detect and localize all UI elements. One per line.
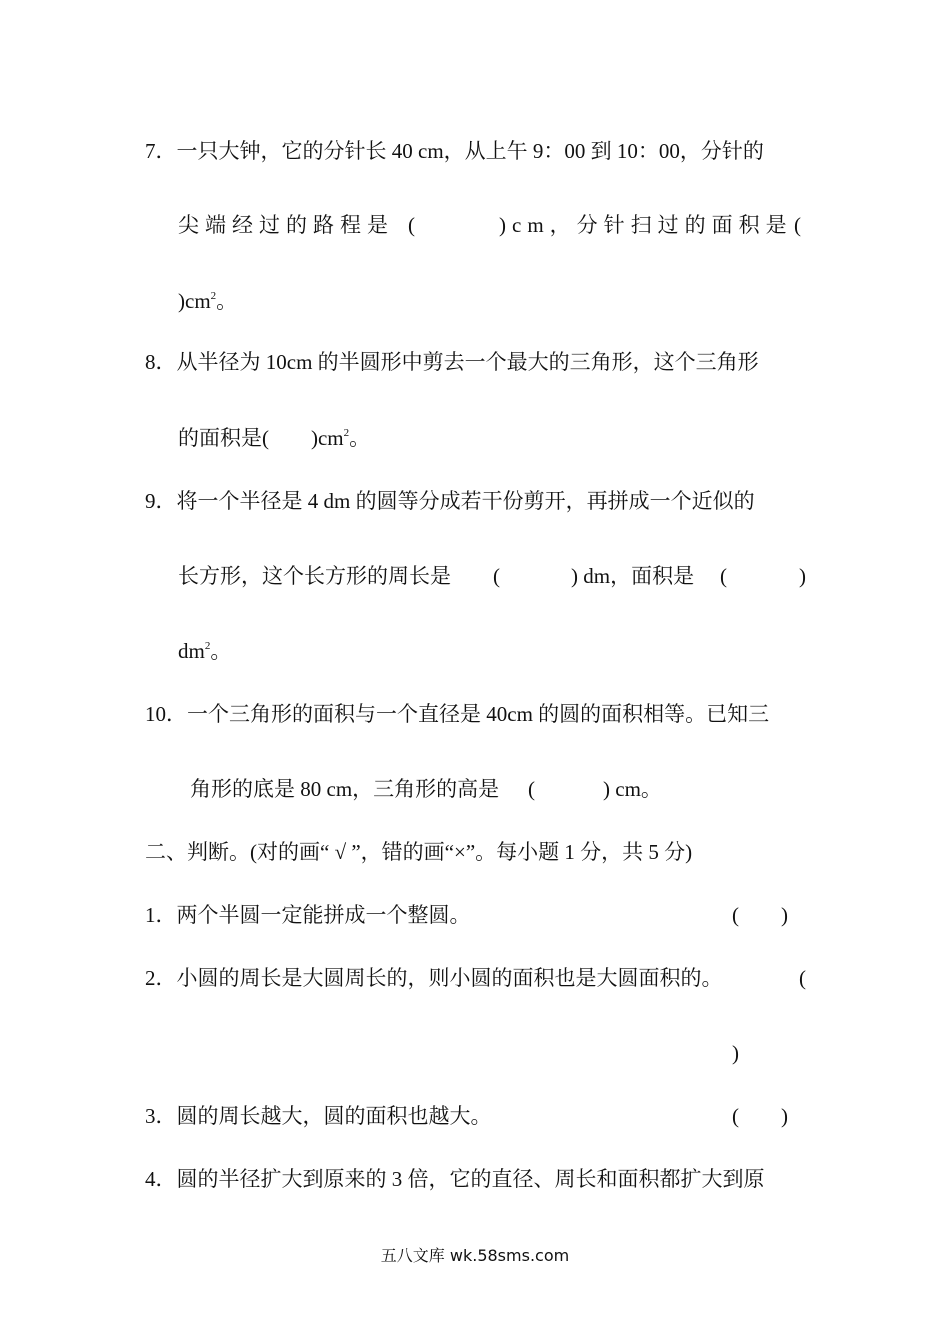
q9-line3-text: dm — [178, 639, 205, 663]
q7-answer-blank-1-open[interactable]: ( — [408, 213, 415, 237]
q7-line3-end: 。 — [216, 289, 238, 313]
footer-source: 五八文库 wk.58sms.com — [380, 1246, 570, 1265]
judge-item-2: 2．小圆的周长是大圆周长的，则小圆的面积也是大圆面积的。 — [145, 966, 723, 990]
q8-line2-text: 的面积是( )cm — [178, 426, 344, 450]
q7-superscript: 2 — [210, 290, 217, 302]
judge-item-3-answer[interactable]: ( ) — [732, 1104, 788, 1128]
q9-line3 — [178, 637, 231, 665]
q10-line2b: ) cm。 — [603, 777, 662, 801]
judge-item-2-answer-open[interactable]: ( — [799, 966, 806, 990]
q7-line1: 7．一只大钟，它的分针长 40 cm，从上午 9：00 到 10：00，分针的 — [145, 139, 764, 163]
q10-line1: 10．一个三角形的面积与一个直径是 40cm 的圆的面积相等。已知三 — [145, 702, 770, 726]
q7-line3 — [178, 287, 237, 315]
q9-line2b: ) dm，面积是 — [571, 564, 695, 588]
q9-superscript: 2 — [204, 640, 211, 652]
q10-line2a: 角形的底是 80 cm，三角形的高是 — [190, 777, 500, 801]
q7-line3-text: )cm — [178, 289, 211, 313]
section2-heading: 二、判断。(对的画“ √ ”，错的画“×”。每小题 1 分，共 5 分) — [145, 840, 693, 864]
q9-answer-blank-1-open[interactable]: ( — [493, 564, 500, 588]
q7-line2b: )cm，分针扫过的面积是 — [499, 213, 793, 237]
judge-item-1-answer[interactable]: ( ) — [732, 903, 788, 927]
q7-answer-blank-2-open[interactable]: ( — [794, 213, 801, 237]
q7-line2a: 尖端经过的路程是 — [178, 213, 394, 237]
q9-answer-blank-2-open[interactable]: ( — [720, 564, 727, 588]
q9-line3-end: 。 — [210, 639, 232, 663]
judge-item-3: 3．圆的周长越大，圆的面积也越大。 — [145, 1104, 492, 1128]
q9-line1: 9．将一个半径是 4 dm 的圆等分成若干份剪开，再拼成一个近似的 — [145, 489, 755, 513]
q8-superscript: 2 — [343, 427, 350, 439]
q9-answer-blank-2-close: ) — [799, 564, 806, 588]
q10-answer-blank-open[interactable]: ( — [528, 777, 535, 801]
judge-item-4: 4．圆的半径扩大到原来的 3 倍，它的直径、周长和面积都扩大到原 — [145, 1167, 765, 1191]
judge-item-2-answer-close: ) — [732, 1041, 739, 1065]
q8-line2-end: 。 — [349, 426, 371, 450]
q8-line2 — [178, 424, 370, 452]
q9-line2a: 长方形，这个长方形的周长是 — [178, 564, 451, 588]
judge-item-1: 1．两个半圆一定能拼成一个整圆。 — [145, 903, 471, 927]
q8-line1: 8．从半径为 10cm 的半圆形中剪去一个最大的三角形，这个三角形 — [145, 350, 759, 374]
